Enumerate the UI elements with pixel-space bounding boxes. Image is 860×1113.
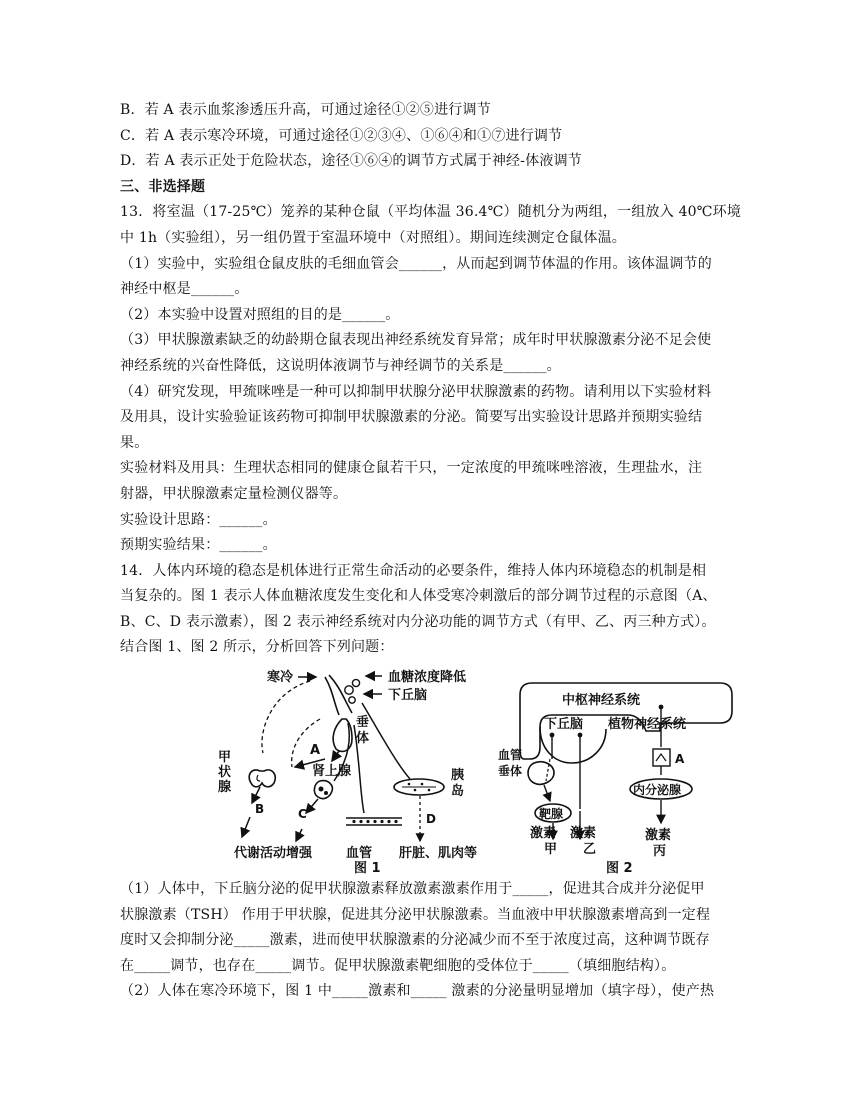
option-b: B．若 A 表示血浆渗透压升高，可通过途径①②⑤进行调节	[120, 102, 491, 118]
option-d: D．若 A 表示正处于危险状态，途径①⑥④的调节方式属于神经-体液调节	[120, 153, 582, 170]
fig1-pituitary-label: 体	[356, 731, 370, 747]
fig2-cns-label: 中枢神经系统	[562, 693, 641, 709]
fig1-liver-muscle-label: 肝脏、肌肉等	[399, 846, 478, 862]
hypothalamus-nucleus	[352, 679, 359, 686]
q14-line: 14．人体内环境的稳态是机体进行正常生命活动的必要条件，维持人体内环境稳态的机制是相	[120, 562, 707, 579]
q13-line: 13．将室温（17-25℃）笼养的某种仓鼠（平均体温 36.4℃）随机分为两组，一组放入 40℃环境	[120, 204, 742, 221]
synapse-box	[653, 749, 670, 766]
fig1-caption: 图 1	[354, 861, 381, 877]
q14-line: 结合图 1、图 2 所示，分析回答下列问题：	[120, 639, 394, 656]
q14-line: B、C、D 表示激素），图 2 表示神经系统对内分泌功能的调节方式（有甲、乙、丙三种方式）。	[120, 613, 716, 630]
fig1-hypothalamus-label: 下丘脑	[388, 688, 428, 704]
hypothalamus-nucleus	[345, 686, 353, 694]
fig1-thyroid-label: 甲	[218, 750, 232, 766]
fig1-vessel-label: 血管	[346, 846, 373, 862]
fig2-pituitary-shape	[528, 762, 554, 785]
fig2-jia-label: 甲	[544, 842, 558, 858]
fig2-autonomic-label: 植物神经系统	[608, 717, 687, 733]
document-page	[120, 98, 745, 1005]
q14-question-line: （2）人体在寒冷环境下，图 1 中_____激素和_____ 激素的分泌量明显增加（填字母），使产热	[120, 983, 715, 1000]
hypothalamus-nucleus	[349, 697, 355, 703]
q13-line: （2）本实验中设置对照组的目的是______。	[120, 306, 400, 323]
thyroid-shape	[249, 770, 275, 787]
fig1-metabolism-label: 代谢活动增强	[234, 846, 313, 862]
figures	[120, 663, 745, 877]
fig2-target-gland-label: 靶腺	[539, 807, 564, 822]
q14-question-line: （1）人体中，下丘脑分泌的促甲状腺激素释放激素激素作用于_____，促进其合成并分泌促甲	[120, 881, 705, 898]
q13-line: （4）研究发现，甲巯咪唑是一种可以抑制甲状腺分泌甲状腺激素的药物。请利用以下实验材料	[120, 383, 712, 400]
q14-question-line: 在_____调节，也存在_____调节。促甲状腺激素靶细胞的受体位于_____（填细胞结构）。	[120, 957, 676, 974]
q13-line: 实验材料及用具：生理状态相同的健康仓鼠若干只，一定浓度的甲巯咪唑溶液，生理盐水，注	[120, 460, 703, 477]
fig1-hormone-b: B	[255, 802, 265, 817]
fig1-adrenal-label: 肾上腺	[312, 764, 352, 780]
fig1-pituitary-label: 垂	[356, 715, 370, 731]
fig2-vessel-label: 血管	[498, 748, 523, 763]
q13-line: 神经中枢是______。	[120, 281, 249, 298]
q13-line: 果。	[120, 434, 149, 451]
section-heading: 三、非选择题	[120, 178, 206, 195]
fig1-thyroid-label: 状	[218, 765, 232, 781]
fig2-bing-label: 丙	[653, 844, 667, 860]
option-c: C．若 A 表示寒冷环境，可通过途径①②③④、①⑥④和①⑦进行调节	[120, 127, 563, 144]
fig2-caption: 图 2	[606, 861, 633, 877]
fig1-islet-label: 胰	[451, 768, 465, 784]
q13-line: 预期实验结果：______。	[120, 537, 277, 554]
q13-line: （1）实验中，实验组仓鼠皮肤的毛细血管会______，从而起到调节体温的作用。该体温调节的	[120, 255, 712, 272]
q13-line: 神经系统的兴奋性降低，这说明体液调节与神经调节的关系是______。	[120, 357, 561, 374]
fig1-thyroid-label: 腺	[218, 780, 232, 796]
figure-svg	[120, 663, 745, 877]
q13-line: 中 1h（实验组），另一组仍置于室温环境中（对照组）。期间连续测定仓鼠体温。	[120, 229, 626, 246]
fig2-hormone-label: 激素	[530, 826, 557, 842]
fig1-hormone-a: A	[310, 743, 321, 759]
fig1-low-sugar-label: 血糖浓度降低	[388, 670, 467, 686]
q13-line: 射器，甲状腺激素定量检测仪器等。	[120, 485, 348, 502]
fig1-islet-label: 岛	[451, 784, 465, 800]
fig1-hormone-d: D	[426, 812, 436, 827]
fig2-hormone-label: 激素	[570, 826, 597, 842]
fig2-hypothalamus-label: 下丘脑	[544, 717, 584, 733]
q14-question-line: 度时又会抑制分泌_____激素，进而使甲状腺激素的分泌减少而不至于浓度过高，这种调节既存	[120, 932, 710, 949]
fig2-a-label: A	[675, 752, 685, 767]
q13-line: 及用具，设计实验验证该药物可抑制甲状腺激素的分泌。简要写出实验设计思路并预期实验结	[120, 409, 703, 426]
fig1-hormone-c: C	[298, 807, 307, 822]
q13-line: 实验设计思路：______。	[120, 511, 277, 528]
fig2-endocrine-label: 内分泌腺	[633, 783, 682, 798]
fig1-cold-label: 寒冷	[267, 670, 294, 686]
figure-2	[498, 683, 732, 876]
q14-line: 当复杂的。图 1 表示人体血糖浓度发生变化和人体受寒冷刺激后的部分调节过程的示意图（A、	[120, 588, 717, 605]
q13-line: （3）甲状腺激素缺乏的幼龄期仓鼠表现出神经系统发育异常；成年时甲状腺激素分泌不足会使	[120, 332, 712, 349]
fig2-yi-label: 乙	[583, 842, 597, 858]
fig2-vessel-label: 垂体	[498, 764, 523, 779]
q14-question-line: 状腺激素（TSH） 作用于甲状腺，促进其分泌甲状腺激素。当血液中甲状腺激素增高到一定程	[120, 906, 711, 923]
fig2-hormone-label: 激素	[645, 828, 672, 844]
figure-1	[218, 669, 477, 876]
